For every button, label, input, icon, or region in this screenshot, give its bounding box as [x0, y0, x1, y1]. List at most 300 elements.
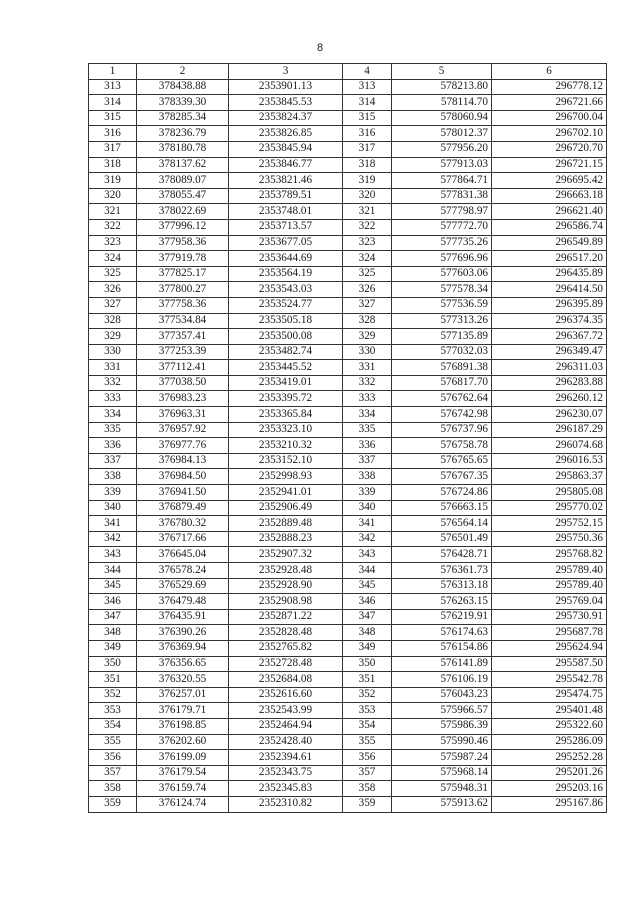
table-cell: 576737.96: [392, 422, 492, 438]
table-cell: 2352616.60: [229, 687, 343, 703]
table-cell: 295542.78: [492, 672, 607, 688]
table-row: [89, 687, 607, 703]
table-cell: 2353524.77: [229, 297, 343, 313]
table-cell: 2353826.85: [229, 126, 343, 142]
table-cell: 296663.18: [492, 188, 607, 204]
table-cell: 296230.07: [492, 407, 607, 423]
table-cell: 576361.73: [392, 563, 492, 579]
table-row: [89, 703, 607, 719]
table-row: [89, 640, 607, 656]
table-cell: 377112.41: [137, 360, 229, 376]
table-cell: 296349.47: [492, 344, 607, 360]
table-cell: 295770.02: [492, 500, 607, 516]
table-cell: 330: [89, 344, 137, 360]
table-cell: 324: [89, 251, 137, 267]
table-cell: 2352394.61: [229, 750, 343, 766]
table-cell: 322: [89, 219, 137, 235]
table-cell: 377758.36: [137, 297, 229, 313]
table-cell: 376179.71: [137, 703, 229, 719]
table-cell: 575987.24: [392, 750, 492, 766]
table-row: [89, 531, 607, 547]
table-cell: 376202.60: [137, 734, 229, 750]
column-header: 5: [392, 64, 492, 80]
table-cell: 2353505.18: [229, 313, 343, 329]
table-cell: 327: [343, 297, 392, 313]
table-cell: 295730.91: [492, 609, 607, 625]
table-cell: 359: [89, 796, 137, 812]
table-row: [89, 344, 607, 360]
table-cell: 2353845.53: [229, 95, 343, 111]
table-cell: 2352907.32: [229, 547, 343, 563]
table-cell: 2352906.49: [229, 500, 343, 516]
table-row: [89, 672, 607, 688]
table-cell: 296721.66: [492, 95, 607, 111]
table-cell: 376199.09: [137, 750, 229, 766]
table-cell: 338: [343, 469, 392, 485]
table-cell: 577864.71: [392, 173, 492, 189]
table-cell: 295768.82: [492, 547, 607, 563]
table-cell: 345: [89, 578, 137, 594]
table-cell: 295201.26: [492, 765, 607, 781]
table-cell: 377919.78: [137, 251, 229, 267]
table-cell: 576817.70: [392, 375, 492, 391]
table-cell: 296621.40: [492, 204, 607, 220]
table-cell: 346: [343, 594, 392, 610]
table-cell: 2353210.32: [229, 438, 343, 454]
table-cell: 296311.03: [492, 360, 607, 376]
table-cell: 295286.09: [492, 734, 607, 750]
table-cell: 577772.70: [392, 219, 492, 235]
table-cell: 376984.50: [137, 469, 229, 485]
table-cell: 576174.63: [392, 625, 492, 641]
table-cell: 331: [89, 360, 137, 376]
table-cell: 335: [343, 422, 392, 438]
table-cell: 2352464.94: [229, 718, 343, 734]
table-cell: 328: [89, 313, 137, 329]
table-cell: 351: [343, 672, 392, 688]
table-cell: 353: [343, 703, 392, 719]
table-cell: 2353789.51: [229, 188, 343, 204]
table-cell: 575913.62: [392, 796, 492, 812]
table-cell: 295863.37: [492, 469, 607, 485]
table-cell: 323: [343, 235, 392, 251]
table-cell: 376356.65: [137, 656, 229, 672]
table-cell: 2352888.23: [229, 531, 343, 547]
table-cell: 313: [343, 79, 392, 95]
table-cell: 2352828.48: [229, 625, 343, 641]
table-cell: 295203.16: [492, 781, 607, 797]
table-cell: 340: [89, 500, 137, 516]
table-cell: 376179.54: [137, 765, 229, 781]
table-cell: 334: [343, 407, 392, 423]
table-cell: 2352765.82: [229, 640, 343, 656]
table-row: [89, 407, 607, 423]
table-row: [89, 422, 607, 438]
table-cell: 345: [343, 578, 392, 594]
column-header: 4: [343, 64, 392, 80]
table-cell: 576313.18: [392, 578, 492, 594]
table-cell: 344: [343, 563, 392, 579]
table-cell: 296778.12: [492, 79, 607, 95]
table-cell: 343: [89, 547, 137, 563]
table-cell: 323: [89, 235, 137, 251]
table-cell: 321: [343, 204, 392, 220]
table-cell: 342: [89, 531, 137, 547]
table-cell: 320: [343, 188, 392, 204]
table-cell: 577956.20: [392, 141, 492, 157]
table-cell: 344: [89, 563, 137, 579]
table-cell: 296695.42: [492, 173, 607, 189]
table-row: [89, 578, 607, 594]
table-cell: 343: [343, 547, 392, 563]
table-row: [89, 734, 607, 750]
table-cell: 356: [343, 750, 392, 766]
column-header: 3: [229, 64, 343, 80]
table-row: [89, 485, 607, 501]
table-cell: 296435.89: [492, 266, 607, 282]
table-row: [89, 79, 607, 95]
table-cell: 318: [343, 157, 392, 173]
table-cell: 325: [89, 266, 137, 282]
table-cell: 376435.91: [137, 609, 229, 625]
table-cell: 353: [89, 703, 137, 719]
table-cell: 376578.24: [137, 563, 229, 579]
table-cell: 295624.94: [492, 640, 607, 656]
table-cell: 376941.50: [137, 485, 229, 501]
table-row: [89, 204, 607, 220]
table-cell: 295687.78: [492, 625, 607, 641]
table-cell: 2353901.13: [229, 79, 343, 95]
table-cell: 2352543.99: [229, 703, 343, 719]
table-row: [89, 765, 607, 781]
table-cell: 578060.94: [392, 110, 492, 126]
table-cell: 319: [89, 173, 137, 189]
table-cell: 2352345.83: [229, 781, 343, 797]
table-cell: 576106.19: [392, 672, 492, 688]
table-cell: 376479.48: [137, 594, 229, 610]
table-cell: 346: [89, 594, 137, 610]
table-cell: 376198.85: [137, 718, 229, 734]
table-cell: 356: [89, 750, 137, 766]
table-cell: 577536.59: [392, 297, 492, 313]
table-cell: 295769.04: [492, 594, 607, 610]
table-cell: 577313.26: [392, 313, 492, 329]
table-cell: 347: [89, 609, 137, 625]
coordinates-table: [88, 63, 607, 813]
table-cell: 296367.72: [492, 329, 607, 345]
table-cell: 378339.30: [137, 95, 229, 111]
table-cell: 378438.88: [137, 79, 229, 95]
table-cell: 577603.06: [392, 266, 492, 282]
table-cell: 2353365.84: [229, 407, 343, 423]
column-header: 1: [89, 64, 137, 80]
table-cell: 378022.69: [137, 204, 229, 220]
table-row: [89, 297, 607, 313]
table-cell: 341: [89, 516, 137, 532]
table-cell: 296720.70: [492, 141, 607, 157]
table-cell: 377800.27: [137, 282, 229, 298]
table-cell: 2353152.10: [229, 453, 343, 469]
table-cell: 314: [89, 95, 137, 111]
table-cell: 296283.88: [492, 375, 607, 391]
table-cell: 2353395.72: [229, 391, 343, 407]
table-cell: 296074.68: [492, 438, 607, 454]
table-cell: 295167.86: [492, 796, 607, 812]
table-cell: 377996.12: [137, 219, 229, 235]
table-cell: 295252.28: [492, 750, 607, 766]
table-row: [89, 360, 607, 376]
table-cell: 338: [89, 469, 137, 485]
table-cell: 576663.15: [392, 500, 492, 516]
table-cell: 576767.35: [392, 469, 492, 485]
table-cell: 2352908.98: [229, 594, 343, 610]
table-cell: 575990.46: [392, 734, 492, 750]
table-cell: 296702.10: [492, 126, 607, 142]
table-cell: 333: [89, 391, 137, 407]
table-cell: 337: [343, 453, 392, 469]
table-cell: 577735.26: [392, 235, 492, 251]
table-header-row: [89, 64, 607, 80]
column-header: 2: [137, 64, 229, 80]
table-cell: 577696.96: [392, 251, 492, 267]
table-cell: 2352871.22: [229, 609, 343, 625]
table-cell: 378089.07: [137, 173, 229, 189]
table-cell: 329: [89, 329, 137, 345]
table-cell: 575986.39: [392, 718, 492, 734]
table-cell: 2352343.75: [229, 765, 343, 781]
table-row: [89, 375, 607, 391]
table-cell: 376369.94: [137, 640, 229, 656]
table-cell: 349: [89, 640, 137, 656]
table-cell: 296187.29: [492, 422, 607, 438]
table-cell: 376124.74: [137, 796, 229, 812]
table-row: [89, 718, 607, 734]
table-cell: 2352928.48: [229, 563, 343, 579]
table-cell: 339: [89, 485, 137, 501]
table-cell: 577831.38: [392, 188, 492, 204]
table-cell: 295587.50: [492, 656, 607, 672]
table-row: [89, 266, 607, 282]
table-row: [89, 609, 607, 625]
table-cell: 576428.71: [392, 547, 492, 563]
table-cell: 578213.80: [392, 79, 492, 95]
table-cell: 315: [343, 110, 392, 126]
table-row: [89, 282, 607, 298]
table-cell: 326: [343, 282, 392, 298]
column-header: 6: [492, 64, 607, 80]
table-cell: 348: [89, 625, 137, 641]
table-cell: 325: [343, 266, 392, 282]
table-row: [89, 391, 607, 407]
table-row: [89, 469, 607, 485]
table-cell: 329: [343, 329, 392, 345]
table-cell: 577798.97: [392, 204, 492, 220]
table-cell: 2353543.03: [229, 282, 343, 298]
table-cell: 578012.37: [392, 126, 492, 142]
table-cell: 335: [89, 422, 137, 438]
table-cell: 354: [89, 718, 137, 734]
table-row: [89, 110, 607, 126]
table-row: [89, 235, 607, 251]
table-cell: 376963.31: [137, 407, 229, 423]
table-cell: 2353445.52: [229, 360, 343, 376]
table-cell: 377038.50: [137, 375, 229, 391]
table-row: [89, 781, 607, 797]
table-cell: 577032.03: [392, 344, 492, 360]
table-cell: 327: [89, 297, 137, 313]
table-cell: 378055.47: [137, 188, 229, 204]
table-cell: 359: [343, 796, 392, 812]
table-cell: 2353713.57: [229, 219, 343, 235]
table-cell: 322: [343, 219, 392, 235]
table-cell: 295322.60: [492, 718, 607, 734]
table-cell: 376159.74: [137, 781, 229, 797]
table-cell: 321: [89, 204, 137, 220]
table-cell: 295789.40: [492, 563, 607, 579]
table-cell: 358: [89, 781, 137, 797]
table-cell: 376780.32: [137, 516, 229, 532]
table-cell: 342: [343, 531, 392, 547]
table-cell: 376257.01: [137, 687, 229, 703]
table-cell: 358: [343, 781, 392, 797]
table-row: [89, 219, 607, 235]
table-cell: 296260.12: [492, 391, 607, 407]
table-cell: 326: [89, 282, 137, 298]
table-cell: 576724.86: [392, 485, 492, 501]
table-cell: 377357.41: [137, 329, 229, 345]
table-cell: 577578.34: [392, 282, 492, 298]
table-cell: 576219.91: [392, 609, 492, 625]
table-cell: 296016.53: [492, 453, 607, 469]
table-cell: 2353748.01: [229, 204, 343, 220]
table-cell: 376645.04: [137, 547, 229, 563]
table-cell: 577913.03: [392, 157, 492, 173]
table-cell: 2352728.48: [229, 656, 343, 672]
table-row: [89, 95, 607, 111]
table-body: [89, 79, 607, 812]
table-cell: 295474.75: [492, 687, 607, 703]
table-cell: 296586.74: [492, 219, 607, 235]
table-cell: 296395.89: [492, 297, 607, 313]
table-cell: 295805.08: [492, 485, 607, 501]
table-cell: 357: [89, 765, 137, 781]
table-cell: 313: [89, 79, 137, 95]
table-cell: 352: [343, 687, 392, 703]
table-cell: 575948.31: [392, 781, 492, 797]
table-row: [89, 251, 607, 267]
table-cell: 328: [343, 313, 392, 329]
table-cell: 296700.04: [492, 110, 607, 126]
table-cell: 330: [343, 344, 392, 360]
table-cell: 2353482.74: [229, 344, 343, 360]
table-cell: 337: [89, 453, 137, 469]
table-row: [89, 453, 607, 469]
table-cell: 2352928.90: [229, 578, 343, 594]
table-cell: 2353846.77: [229, 157, 343, 173]
table-row: [89, 594, 607, 610]
table-cell: 576263.15: [392, 594, 492, 610]
table-cell: 295789.40: [492, 578, 607, 594]
table-cell: 376717.66: [137, 531, 229, 547]
table-cell: 576043.23: [392, 687, 492, 703]
table-cell: 376957.92: [137, 422, 229, 438]
table-row: [89, 547, 607, 563]
table-row: [89, 141, 607, 157]
table-cell: 332: [343, 375, 392, 391]
table-cell: 319: [343, 173, 392, 189]
table-cell: 340: [343, 500, 392, 516]
table-cell: 296414.50: [492, 282, 607, 298]
table-cell: 2352941.01: [229, 485, 343, 501]
table-cell: 376320.55: [137, 672, 229, 688]
table-cell: 378180.78: [137, 141, 229, 157]
table-cell: 376529.69: [137, 578, 229, 594]
table-cell: 314: [343, 95, 392, 111]
table-cell: 348: [343, 625, 392, 641]
table-cell: 334: [89, 407, 137, 423]
table-cell: 578114.70: [392, 95, 492, 111]
table-cell: 377958.36: [137, 235, 229, 251]
table-cell: 2353821.46: [229, 173, 343, 189]
table-cell: 315: [89, 110, 137, 126]
table-row: [89, 516, 607, 532]
table-cell: 331: [343, 360, 392, 376]
table-row: [89, 438, 607, 454]
table-cell: 376977.76: [137, 438, 229, 454]
table-cell: 576501.49: [392, 531, 492, 547]
table-cell: 378137.62: [137, 157, 229, 173]
table-cell: 341: [343, 516, 392, 532]
table-cell: 377825.17: [137, 266, 229, 282]
table-cell: 316: [89, 126, 137, 142]
table-cell: 351: [89, 672, 137, 688]
table-cell: 576742.98: [392, 407, 492, 423]
table-cell: 2352684.08: [229, 672, 343, 688]
table-row: [89, 563, 607, 579]
table-cell: 2352998.93: [229, 469, 343, 485]
table-row: [89, 656, 607, 672]
table-cell: 2353845.94: [229, 141, 343, 157]
table-row: [89, 500, 607, 516]
table-cell: 355: [89, 734, 137, 750]
table-cell: 378285.34: [137, 110, 229, 126]
table-cell: 317: [343, 141, 392, 157]
table-cell: 349: [343, 640, 392, 656]
table-row: [89, 625, 607, 641]
table-cell: 320: [89, 188, 137, 204]
table-cell: 336: [343, 438, 392, 454]
table-cell: 376390.26: [137, 625, 229, 641]
table-cell: 2353677.05: [229, 235, 343, 251]
table-cell: 317: [89, 141, 137, 157]
table-cell: 376879.49: [137, 500, 229, 516]
page-number: 8: [316, 42, 324, 54]
table-cell: 339: [343, 485, 392, 501]
table-cell: 350: [89, 656, 137, 672]
table-cell: 575966.57: [392, 703, 492, 719]
table-cell: 324: [343, 251, 392, 267]
table-cell: 575968.14: [392, 765, 492, 781]
table-cell: 376983.23: [137, 391, 229, 407]
table-cell: 377253.39: [137, 344, 229, 360]
table-cell: 295752.15: [492, 516, 607, 532]
table-cell: 2353644.69: [229, 251, 343, 267]
table-cell: 347: [343, 609, 392, 625]
table-cell: 2353419.01: [229, 375, 343, 391]
table-cell: 2352889.48: [229, 516, 343, 532]
table-cell: 576154.86: [392, 640, 492, 656]
table-cell: 378236.79: [137, 126, 229, 142]
